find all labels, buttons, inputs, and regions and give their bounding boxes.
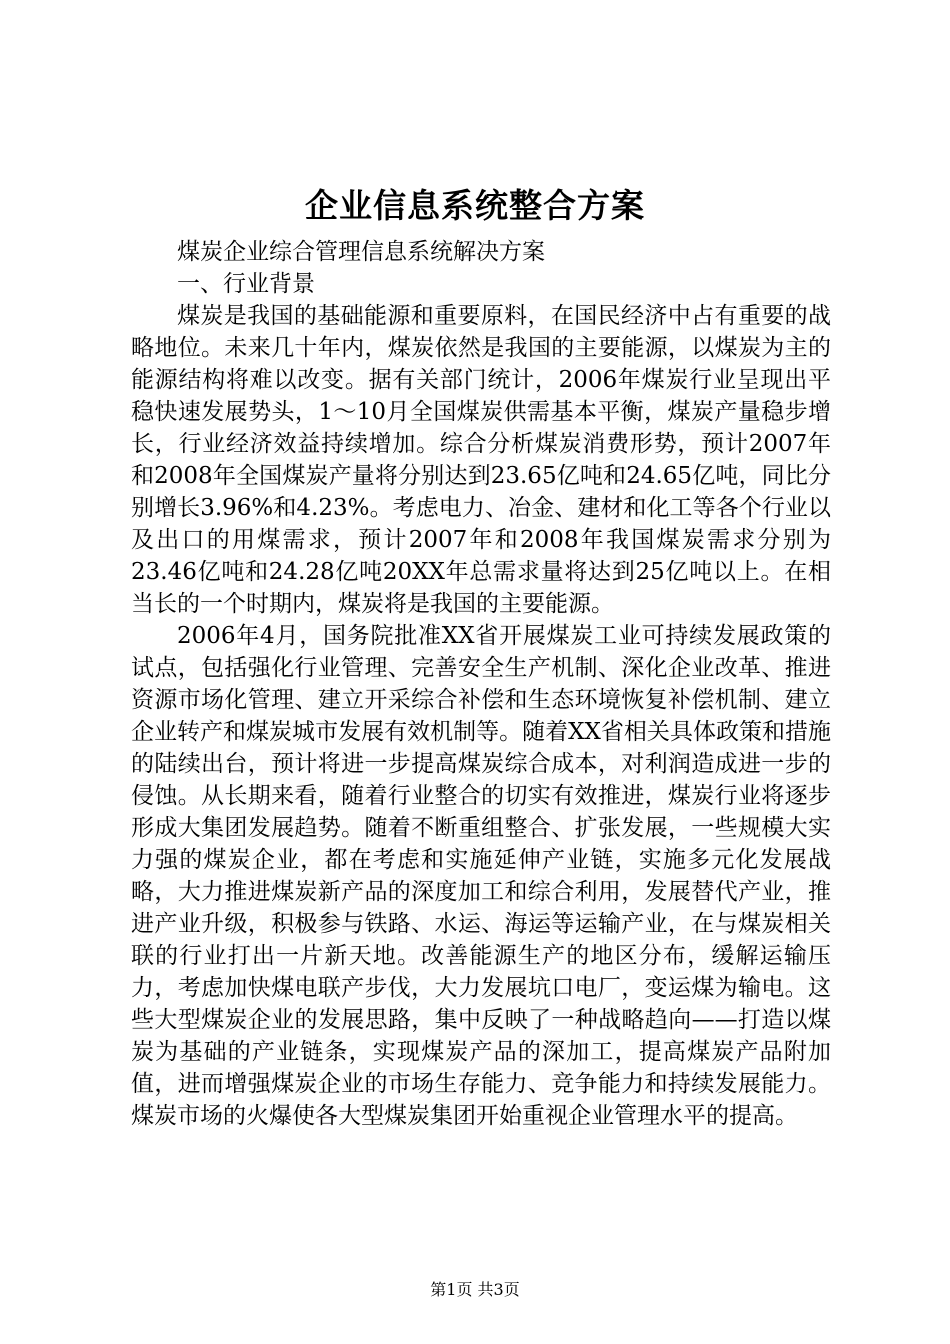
document-title: 企业信息系统整合方案 [305, 186, 645, 225]
section-heading: 一、行业背景 [177, 271, 315, 297]
document-body [131, 236, 831, 1132]
paragraph-2: 2006年4月，国务院批准XX省开展煤炭工业可持续发展政策的试点，包括强化行业管理、完善安全生产机制、深化企业改革、推进资源市场化管理、建立开采综合补偿和生态环境恢复补偿机制、建立企业转产和煤炭城市发展有效机制等。随着XX省相关具体政策和措施的陆续出台，预计将进一步提高煤炭综合成本，对利润造成进一步的侵蚀。从长期来看，随着行业整合的切实有效推进，煤炭行业将逐步形成大集团发展趋势。随着不断重组整合、扩张发展，一些规模大实力强的煤炭企业，都在考虑和实施延伸产业链，实施多元化发展战略，大力推进煤炭新产品的深度加工和综合利用，发展替代产业，推进产业升级，积极参与铁路、水运、海运等运输产业，在与煤炭相关联的行业打出一片新天地。改善能源生产的地区分布，缓解运输压力，考虑加快煤电联产步伐，大力发展坑口电厂，变运煤为输电。这些大型煤炭企业的发展思路，集中反映了一种战略趋向——打造以煤炭为基础的产业链条，实现煤炭产品的深加工，提高煤炭产品附加值，进而增强煤炭企业的市场生存能力、竞争能力和持续发展能力。煤炭市场的火爆使各大型煤炭集团开始重视企业管理水平的提高。 [131, 623, 831, 1129]
subtitle-line: 煤炭企业综合管理信息系统解决方案 [177, 239, 545, 265]
paragraph-1: 煤炭是我国的基础能源和重要原料，在国民经济中占有重要的战略地位。未来几十年内，煤炭依然是我国的主要能源，以煤炭为主的能源结构将难以改变。据有关部门统计，2006年煤炭行业呈现出平稳快速发展势头，1～10月全国煤炭供需基本平衡，煤炭产量稳步增长，行业经济效益持续增加。综合分析煤炭消费形势，预计2007年和2008年全国煤炭产量将分别达到23.65亿吨和24.65亿吨，同比分别增长3.96%和4.23%。考虑电力、冶金、建材和化工等各个行业以及出口的用煤需求，预计2007年和2008年我国煤炭需求分别为23.46亿吨和24.28亿吨20XX年总需求量将达到25亿吨以上。在相当长的一个时期内，煤炭将是我国的主要能源。 [131, 303, 831, 617]
page-footer: 第1页 共3页 [430, 1280, 520, 1299]
